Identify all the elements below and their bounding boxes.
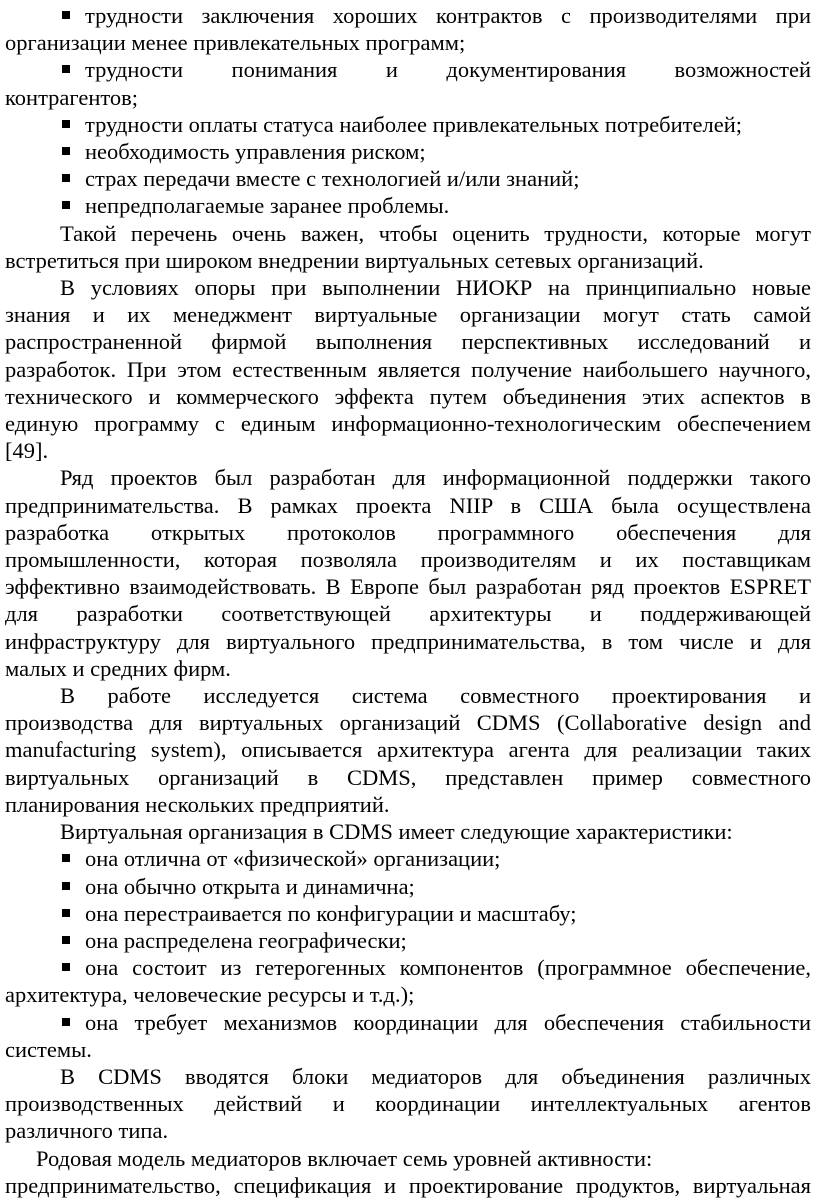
square-bullet-icon (62, 882, 70, 890)
text-line: производства для виртуальных организаций CDMS (Collaborative design and (5, 710, 811, 736)
text-line: В условиях опоры при выполнении НИОКР на принципиально новые (60, 275, 811, 301)
text-line: она отлична от «физической» организации; (5, 845, 811, 872)
paragraph (5, 682, 811, 818)
text-line: инфраструктуру для виртуального предпринимательства, в том числе и для (5, 628, 811, 654)
text-line: Родовая модель медиаторов включает семь уровней активности: (36, 1145, 653, 1171)
paragraph (5, 220, 811, 274)
text-line: трудности оплаты статуса наиболее привлекательных потребителей; (5, 111, 811, 138)
bullet-item (5, 1009, 811, 1063)
text-line: необходимость управления риском; (5, 138, 811, 165)
text-line: архитектура, человеческие ресурсы и т.д.); (5, 982, 415, 1008)
text-line: единую программу с единым информационно-технологическим обеспечением (5, 411, 811, 437)
square-bullet-icon (62, 909, 70, 917)
text-line: она распределена географически; (5, 927, 811, 954)
paragraph (5, 1145, 811, 1199)
bullet-item (5, 954, 811, 1008)
square-bullet-icon (62, 854, 70, 862)
bullet-item (5, 845, 811, 872)
square-bullet-icon (62, 963, 70, 971)
text-line: эффективно взаимодействовать. В Европе был разработан ряд проектов ESPRET (5, 574, 811, 600)
square-bullet-icon (62, 120, 70, 128)
bullet-item (5, 873, 811, 900)
bullet-item (5, 165, 811, 192)
square-bullet-icon (62, 11, 70, 19)
text-line: она состоит из гетерогенных компонентов (программное обеспечение, (5, 954, 811, 981)
text-line: виртуальных организаций в CDMS, представлен пример совместного (5, 764, 811, 790)
text-line: знания и их менеджмент виртуальные организации могут стать самой (5, 302, 811, 328)
square-bullet-icon (62, 65, 70, 73)
text-line: предпринимательство, спецификация и проектирование продуктов, виртуальная (5, 1172, 811, 1198)
text-line: Виртуальная организация в CDMS имеет следующие характеристики: (60, 819, 733, 845)
text-line: она обычно открыта и динамична; (5, 873, 811, 900)
paragraph (5, 818, 811, 845)
text-line: непредполагаемые заранее проблемы. (5, 192, 811, 219)
text-line: распространенной фирмой выполнения перспективных исследований и (5, 329, 811, 355)
text-line: В работе исследуется система совместного проектирования и (60, 683, 811, 709)
bullet-item (5, 138, 811, 165)
text-line: [49]. (5, 438, 49, 464)
paragraph (5, 274, 811, 464)
text-line: встретиться при широком внедрении виртуальных сетевых организаций. (5, 247, 704, 273)
bullet-item (5, 192, 811, 219)
text-line: manufacturing system), описывается архитектура агента для реализации таких (5, 737, 811, 763)
square-bullet-icon (62, 201, 70, 209)
paragraph (5, 464, 811, 682)
text-line: она перестраивается по конфигурации и масштабу; (5, 900, 811, 927)
bullet-item (5, 2, 811, 56)
text-line: трудности понимания и документирования возможностей (5, 56, 811, 83)
text-line: разработок. При этом естественным является получение наибольшего научного, (5, 356, 811, 382)
text-line: разработка открытых протоколов программного обеспечения для (5, 519, 811, 545)
text-line: производственных действий и координации интеллектуальных агентов (5, 1091, 811, 1117)
text-line: трудности заключения хороших контрактов с производителями при (5, 2, 811, 29)
text-line: предпринимательства. В рамках проекта NIIP в США была осуществлена (5, 492, 811, 518)
bullet-item (5, 56, 811, 110)
text-line: малых и средних фирм. (5, 655, 231, 681)
text-line: Ряд проектов был разработан для информационной поддержки такого (60, 465, 811, 491)
text-line: страх передачи вместе с технологией и/или знаний; (5, 165, 811, 192)
square-bullet-icon (62, 936, 70, 944)
document-page (5, 2, 811, 1199)
text-line: технического и коммерческого эффекта путем объединения этих аспектов в (5, 383, 811, 409)
text-line: организации менее привлекательных программ; (5, 30, 466, 56)
bullet-item (5, 111, 811, 138)
text-line: Такой перечень очень важен, чтобы оценить трудности, которые могут (60, 220, 811, 246)
text-line: промышленности, которая позволяла производителям и их поставщикам (5, 547, 811, 573)
text-line: она требует механизмов координации для обеспечения стабильности (5, 1009, 811, 1036)
text-line: различного типа. (5, 1118, 169, 1144)
text-line: В CDMS вводятся блоки медиаторов для объединения различных (60, 1063, 811, 1089)
square-bullet-icon (62, 1018, 70, 1026)
paragraph (5, 1063, 811, 1145)
bullet-item (5, 900, 811, 927)
bullet-item (5, 927, 811, 954)
text-line: для разработки соответствующей архитектуры и поддерживающей (5, 601, 811, 627)
text-line: планирования нескольких предприятий. (5, 791, 390, 817)
text-line: контрагентов; (5, 84, 139, 110)
square-bullet-icon (62, 147, 70, 155)
text-line: системы. (5, 1036, 92, 1062)
square-bullet-icon (62, 174, 70, 182)
